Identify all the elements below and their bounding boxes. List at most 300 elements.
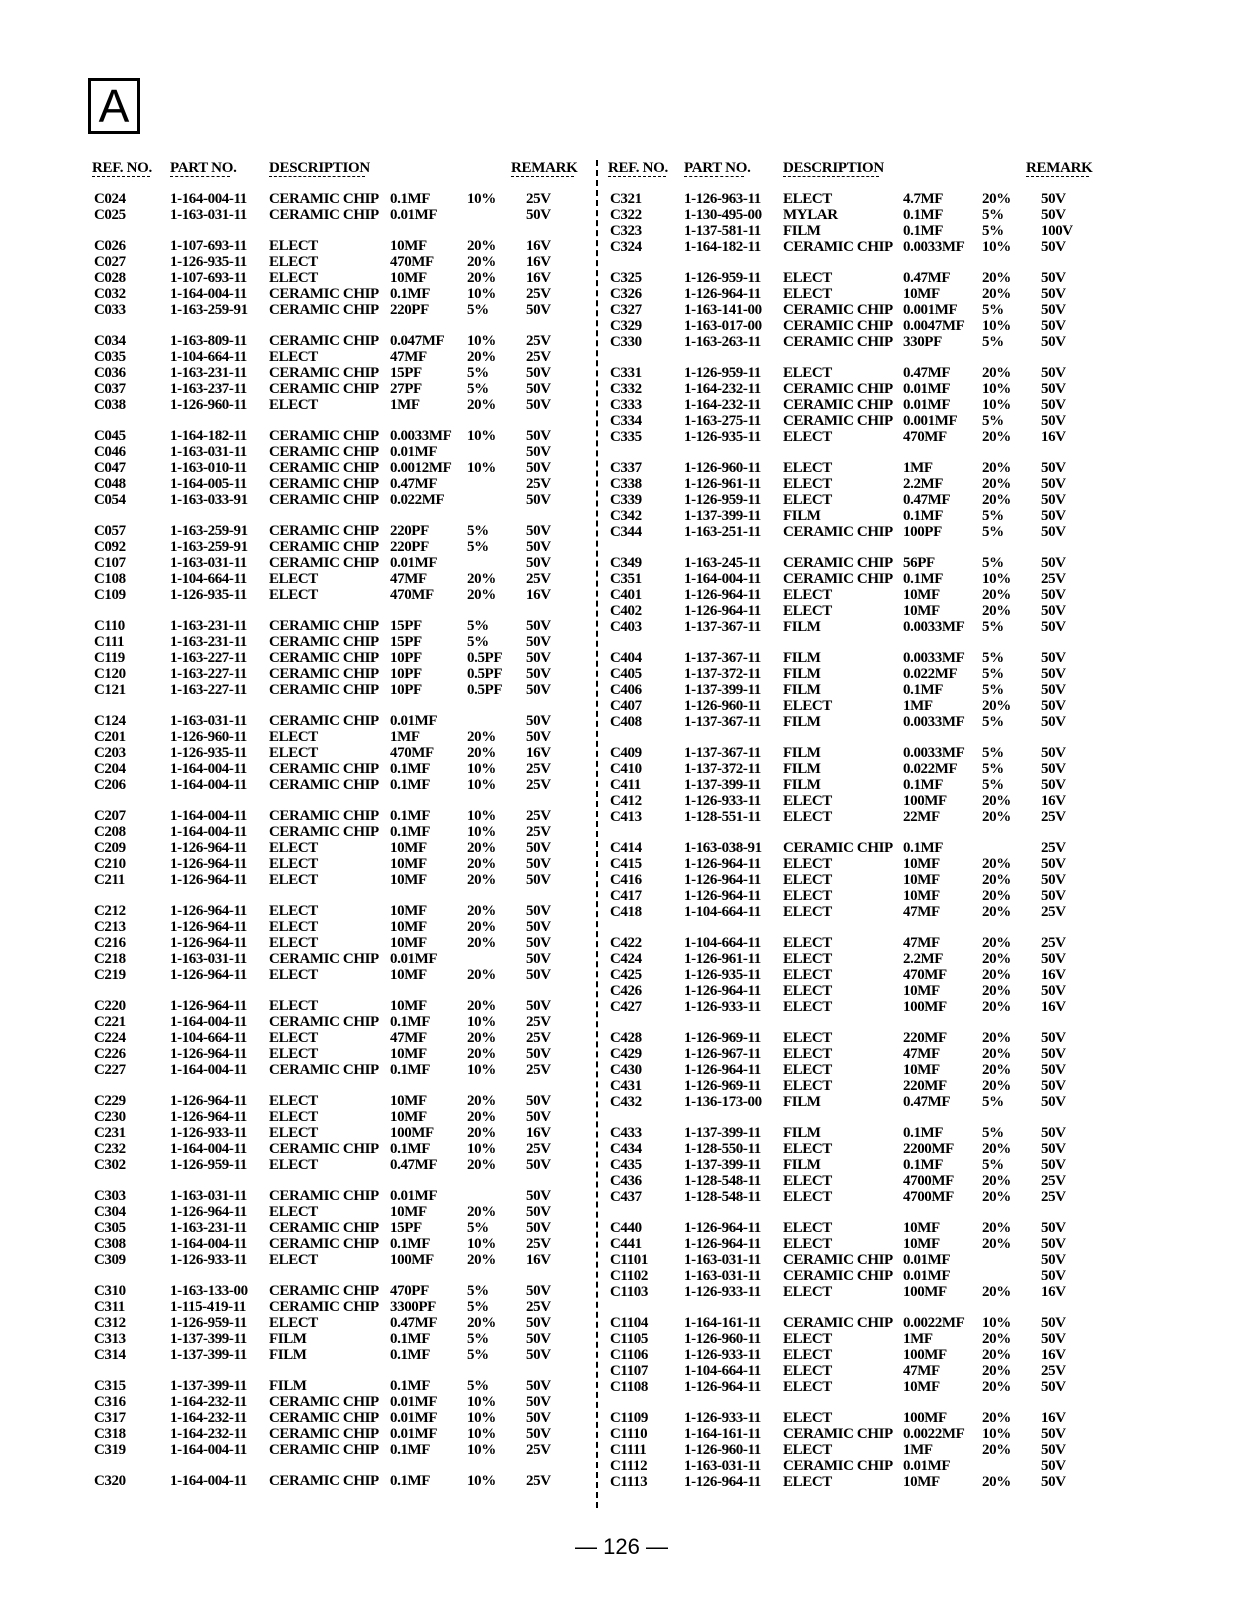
value-cell: 10MF [903,603,940,619]
part-no-cell: 1-126-964-11 [170,903,247,919]
part-no-cell: 1-163-231-11 [170,618,247,634]
table-header [92,158,592,184]
part-no-cell: 1-164-004-11 [170,1062,247,1078]
tolerance-cell: 5% [982,714,1004,730]
description-cell: CERAMIC CHIP [269,618,379,634]
remark-cell: 50V [526,1046,551,1062]
ref-no-cell: C404 [610,650,642,666]
remark-cell: 50V [1041,1474,1066,1490]
value-cell: 0.1MF [390,1141,431,1157]
ref-no-cell: C037 [94,381,126,397]
part-no-cell: 1-126-964-11 [170,1204,247,1220]
table-row [610,745,1110,761]
tolerance-cell: 10% [982,1315,1011,1331]
remark-cell: 16V [526,745,551,761]
value-cell: 47MF [390,349,427,365]
value-cell: 10MF [903,888,940,904]
table-row [610,1078,1110,1094]
table-row [92,571,592,587]
table-row [92,1331,592,1347]
part-no-cell: 1-126-959-11 [684,492,761,508]
value-cell: 47MF [390,1030,427,1046]
tolerance-cell: 0.5PF [467,666,503,682]
remark-cell: 50V [526,1347,551,1363]
remark-cell: 50V [1041,207,1066,223]
table-header [610,158,1110,184]
remark-cell: 50V [1041,619,1066,635]
value-cell: 4700MF [903,1173,954,1189]
tolerance-cell: 20% [982,935,1011,951]
part-no-cell: 1-126-964-11 [170,1046,247,1062]
table-row [610,397,1110,413]
description-cell: CERAMIC CHIP [783,1268,893,1284]
value-cell: 0.01MF [390,713,438,729]
tolerance-cell: 20% [467,397,496,413]
tolerance-cell: 10% [467,1442,496,1458]
value-cell: 100MF [390,1125,434,1141]
value-cell: 0.0012MF [390,460,452,476]
part-no-cell: 1-126-960-11 [684,1442,761,1458]
remark-cell: 50V [1041,413,1066,429]
description-cell: ELECT [783,999,832,1015]
header-remark: REMARK [511,160,578,176]
ref-no-cell: C057 [94,523,126,539]
remark-cell: 25V [526,1141,551,1157]
description-cell: CERAMIC CHIP [269,492,379,508]
table-row [92,618,592,634]
table-row [92,951,592,967]
table-row [610,603,1110,619]
part-no-cell: 1-164-232-11 [170,1410,247,1426]
description-cell: ELECT [269,587,318,603]
value-cell: 0.0033MF [903,239,965,255]
remark-cell: 25V [526,777,551,793]
value-cell: 10MF [903,1062,940,1078]
part-no-cell: 1-104-664-11 [170,349,247,365]
value-cell: 0.1MF [390,1014,431,1030]
part-no-cell: 1-126-969-11 [684,1030,761,1046]
part-no-cell: 1-126-935-11 [170,254,247,270]
part-no-cell: 1-163-245-11 [684,555,761,571]
part-no-cell: 1-163-141-00 [684,302,762,318]
ref-no-cell: C1101 [610,1252,649,1268]
description-cell: ELECT [783,365,832,381]
remark-cell: 50V [1041,191,1066,207]
remark-cell: 16V [526,270,551,286]
remark-cell: 50V [1041,1094,1066,1110]
table-row [610,1426,1110,1442]
value-cell: 10MF [390,1046,427,1062]
tolerance-cell: 20% [467,1157,496,1173]
table-row [92,1378,592,1394]
table-row [92,808,592,824]
table-row [610,413,1110,429]
table-row [610,761,1110,777]
description-cell: ELECT [783,1331,832,1347]
value-cell: 0.01MF [390,444,438,460]
value-cell: 10MF [390,1109,427,1125]
remark-cell: 50V [526,207,551,223]
part-no-cell: 1-164-232-11 [170,1394,247,1410]
part-no-cell: 1-137-372-11 [684,761,761,777]
description-cell: CERAMIC CHIP [269,824,379,840]
remark-cell: 50V [1041,666,1066,682]
value-cell: 0.1MF [390,1442,431,1458]
value-cell: 47MF [903,1363,940,1379]
remark-cell: 50V [526,444,551,460]
value-cell: 0.1MF [390,191,431,207]
table-row [92,1220,592,1236]
value-cell: 220PF [390,523,429,539]
table-row [92,1188,592,1204]
part-no-cell: 1-163-809-11 [170,333,247,349]
part-no-cell: 1-126-964-11 [684,1062,761,1078]
tolerance-cell: 20% [467,903,496,919]
part-no-cell: 1-126-960-11 [684,698,761,714]
tolerance-cell: 20% [467,238,496,254]
tolerance-cell: 20% [982,1030,1011,1046]
part-no-cell: 1-126-959-11 [684,365,761,381]
remark-cell: 50V [1041,239,1066,255]
value-cell: 4.7MF [903,191,944,207]
value-cell: 1MF [390,729,420,745]
value-cell: 0.1MF [903,207,944,223]
table-row [92,286,592,302]
table-row [92,1204,592,1220]
remark-cell: 25V [1041,1173,1066,1189]
tolerance-cell: 10% [982,381,1011,397]
table-row [610,1268,1110,1284]
description-cell: ELECT [783,1173,832,1189]
ref-no-cell: C429 [610,1046,642,1062]
remark-cell: 50V [526,951,551,967]
description-cell: ELECT [269,1109,318,1125]
value-cell: 0.47MF [903,270,951,286]
value-cell: 470MF [390,745,434,761]
table-row [92,365,592,381]
ref-no-cell: C425 [610,967,642,983]
part-no-cell: 1-164-004-11 [170,761,247,777]
ref-no-cell: C308 [94,1236,126,1252]
ref-no-cell: C344 [610,524,642,540]
tolerance-cell: 10% [467,1141,496,1157]
part-no-cell: 1-126-959-11 [170,1157,247,1173]
tolerance-cell: 20% [982,967,1011,983]
part-no-cell: 1-137-372-11 [684,666,761,682]
table-row [92,903,592,919]
value-cell: 10MF [390,919,427,935]
remark-cell: 50V [1041,1078,1066,1094]
value-cell: 0.0022MF [903,1426,965,1442]
tolerance-cell: 5% [982,334,1004,350]
ref-no-cell: C054 [94,492,126,508]
value-cell: 4700MF [903,1189,954,1205]
part-no-cell: 1-126-964-11 [170,1093,247,1109]
remark-cell: 50V [526,1315,551,1331]
remark-cell: 50V [1041,476,1066,492]
value-cell: 10MF [903,1474,940,1490]
part-no-cell: 1-163-251-11 [684,524,761,540]
part-no-cell: 1-126-935-11 [170,745,247,761]
ref-no-cell: C1111 [610,1442,647,1458]
table-row [610,1157,1110,1173]
ref-no-cell: C430 [610,1062,642,1078]
remark-cell: 50V [526,1220,551,1236]
tolerance-cell: 0.5PF [467,650,503,666]
tolerance-cell: 10% [467,1014,496,1030]
remark-cell: 16V [1041,1347,1066,1363]
value-cell: 56PF [903,555,935,571]
value-cell: 0.1MF [390,286,431,302]
header-part-no: PART NO. [684,160,751,176]
description-cell: ELECT [269,967,318,983]
table-row [610,666,1110,682]
table-row [610,1189,1110,1205]
value-cell: 1MF [903,1442,933,1458]
value-cell: 0.0022MF [903,1315,965,1331]
table-row [92,634,592,650]
description-cell: ELECT [783,1141,832,1157]
tolerance-cell: 5% [982,619,1004,635]
table-row [92,1014,592,1030]
description-cell: ELECT [783,492,832,508]
part-no-cell: 1-164-004-11 [684,571,761,587]
table-row [610,334,1110,350]
remark-cell: 50V [1041,1315,1066,1331]
remark-cell: 50V [1041,872,1066,888]
value-cell: 100MF [903,999,947,1015]
remark-cell: 100V [1041,223,1073,239]
ref-no-cell: C315 [94,1378,126,1394]
ref-no-cell: C441 [610,1236,642,1252]
table-row [92,713,592,729]
tolerance-cell: 20% [982,1284,1011,1300]
tolerance-cell: 20% [982,809,1011,825]
value-cell: 0.0033MF [903,714,965,730]
description-cell: ELECT [269,1125,318,1141]
value-cell: 0.1MF [903,571,944,587]
tolerance-cell: 5% [982,1094,1004,1110]
value-cell: 0.47MF [390,1315,438,1331]
ref-no-cell: C312 [94,1315,126,1331]
value-cell: 10MF [390,1204,427,1220]
description-cell: CERAMIC CHIP [783,381,893,397]
value-cell: 100MF [903,1284,947,1300]
remark-cell: 50V [526,381,551,397]
tolerance-cell: 5% [467,1331,489,1347]
remark-cell: 25V [526,1473,551,1489]
tolerance-cell: 10% [467,1062,496,1078]
ref-no-cell: C046 [94,444,126,460]
part-no-cell: 1-126-959-11 [684,270,761,286]
part-no-cell: 1-126-964-11 [684,1220,761,1236]
value-cell: 0.1MF [390,824,431,840]
table-row [92,872,592,888]
value-cell: 10MF [390,1093,427,1109]
table-row [610,1252,1110,1268]
tolerance-cell: 5% [982,508,1004,524]
header-ref-no: REF. NO. [92,160,152,176]
tolerance-cell: 5% [467,618,489,634]
part-no-cell: 1-126-964-11 [684,1379,761,1395]
part-no-cell: 1-164-232-11 [684,397,761,413]
description-cell: ELECT [269,1093,318,1109]
description-cell: ELECT [269,1046,318,1062]
table-row [92,238,592,254]
tolerance-cell: 20% [982,1379,1011,1395]
description-cell: CERAMIC CHIP [269,460,379,476]
remark-cell: 50V [526,1426,551,1442]
remark-cell: 50V [1041,270,1066,286]
part-no-cell: 1-126-961-11 [684,476,761,492]
remark-cell: 25V [1041,840,1066,856]
ref-no-cell: C428 [610,1030,642,1046]
description-cell: CERAMIC CHIP [269,650,379,666]
value-cell: 0.0033MF [903,650,965,666]
tolerance-cell: 10% [982,397,1011,413]
ref-no-cell: C322 [610,207,642,223]
value-cell: 2.2MF [903,951,944,967]
value-cell: 0.1MF [390,1347,431,1363]
description-cell: CERAMIC CHIP [269,365,379,381]
value-cell: 0.1MF [390,1062,431,1078]
part-no-cell: 1-163-031-11 [170,207,247,223]
table-row [610,967,1110,983]
remark-cell: 50V [526,856,551,872]
tolerance-cell: 10% [467,333,496,349]
tolerance-cell: 5% [982,745,1004,761]
remark-cell: 50V [1041,745,1066,761]
description-cell: CERAMIC CHIP [269,286,379,302]
ref-no-cell: C410 [610,761,642,777]
part-no-cell: 1-128-548-11 [684,1173,761,1189]
table-row [92,761,592,777]
part-no-cell: 1-104-664-11 [170,571,247,587]
tolerance-cell: 5% [467,523,489,539]
part-no-cell: 1-126-964-11 [684,1236,761,1252]
part-no-cell: 1-163-259-91 [170,539,248,555]
value-cell: 100PF [903,524,942,540]
part-no-cell: 1-107-693-11 [170,270,247,286]
remark-cell: 50V [526,539,551,555]
remark-cell: 50V [526,935,551,951]
tolerance-cell: 20% [982,1220,1011,1236]
description-cell: CERAMIC CHIP [783,302,893,318]
tolerance-cell: 5% [467,1220,489,1236]
ref-no-cell: C026 [94,238,126,254]
part-no-cell: 1-126-964-11 [170,998,247,1014]
value-cell: 0.01MF [390,1426,438,1442]
part-no-cell: 1-137-367-11 [684,714,761,730]
description-cell: ELECT [269,872,318,888]
table-row [610,476,1110,492]
table-row [610,1474,1110,1490]
tolerance-cell: 5% [467,1378,489,1394]
header-remark: REMARK [1026,160,1093,176]
description-cell: MYLAR [783,207,838,223]
table-row [92,1410,592,1426]
tolerance-cell: 5% [467,381,489,397]
table-row [610,983,1110,999]
remark-cell: 50V [1041,1141,1066,1157]
part-no-cell: 1-126-964-11 [170,967,247,983]
part-no-cell: 1-164-232-11 [170,1426,247,1442]
table-row [610,872,1110,888]
description-cell: CERAMIC CHIP [269,1188,379,1204]
part-no-cell: 1-128-550-11 [684,1141,761,1157]
table-row [92,1473,592,1489]
tolerance-cell: 20% [982,270,1011,286]
part-no-cell: 1-107-693-11 [170,238,247,254]
value-cell: 1MF [390,397,420,413]
header-ref-no: REF. NO. [608,160,668,176]
ref-no-cell: C209 [94,840,126,856]
value-cell: 1MF [903,460,933,476]
description-cell: CERAMIC CHIP [269,444,379,460]
ref-no-cell: C417 [610,888,642,904]
part-no-cell: 1-163-010-11 [170,460,247,476]
part-no-cell: 1-126-960-11 [684,1331,761,1347]
part-no-cell: 1-126-964-11 [684,286,761,302]
remark-cell: 50V [1041,698,1066,714]
ref-no-cell: C311 [94,1299,125,1315]
remark-cell: 50V [526,1109,551,1125]
value-cell: 22MF [903,809,940,825]
remark-cell: 16V [1041,1284,1066,1300]
ref-no-cell: C325 [610,270,642,286]
value-cell: 0.1MF [390,1331,431,1347]
table-row [610,302,1110,318]
remark-cell: 16V [526,587,551,603]
description-cell: CERAMIC CHIP [783,1426,893,1442]
value-cell: 0.001MF [903,302,958,318]
ref-no-cell: C1106 [610,1347,649,1363]
part-no-cell: 1-126-967-11 [684,1046,761,1062]
part-no-cell: 1-164-004-11 [170,1442,247,1458]
tolerance-cell: 10% [467,1410,496,1426]
ref-no-cell: C119 [94,650,125,666]
table-row [610,1046,1110,1062]
ref-no-cell: C323 [610,223,642,239]
ref-no-cell: C332 [610,381,642,397]
remark-cell: 50V [1041,1236,1066,1252]
ref-no-cell: C216 [94,935,126,951]
part-no-cell: 1-163-031-11 [170,1188,247,1204]
tolerance-cell: 20% [982,872,1011,888]
table-row [92,302,592,318]
description-cell: CERAMIC CHIP [269,1473,379,1489]
ref-no-cell: C032 [94,286,126,302]
remark-cell: 50V [1041,1252,1066,1268]
value-cell: 10PF [390,666,422,682]
value-cell: 10MF [390,967,427,983]
ref-no-cell: C335 [610,429,642,445]
description-cell: CERAMIC CHIP [269,1410,379,1426]
ref-no-cell: C342 [610,508,642,524]
table-row [610,904,1110,920]
tolerance-cell: 5% [467,634,489,650]
ref-no-cell: C414 [610,840,642,856]
description-cell: CERAMIC CHIP [783,524,893,540]
ref-no-cell: C1105 [610,1331,649,1347]
part-no-cell: 1-126-964-11 [684,888,761,904]
part-no-cell: 1-163-263-11 [684,334,761,350]
table-row [92,1236,592,1252]
remark-cell: 50V [526,919,551,935]
table-row [610,587,1110,603]
remark-cell: 50V [1041,302,1066,318]
description-cell: ELECT [783,935,832,951]
